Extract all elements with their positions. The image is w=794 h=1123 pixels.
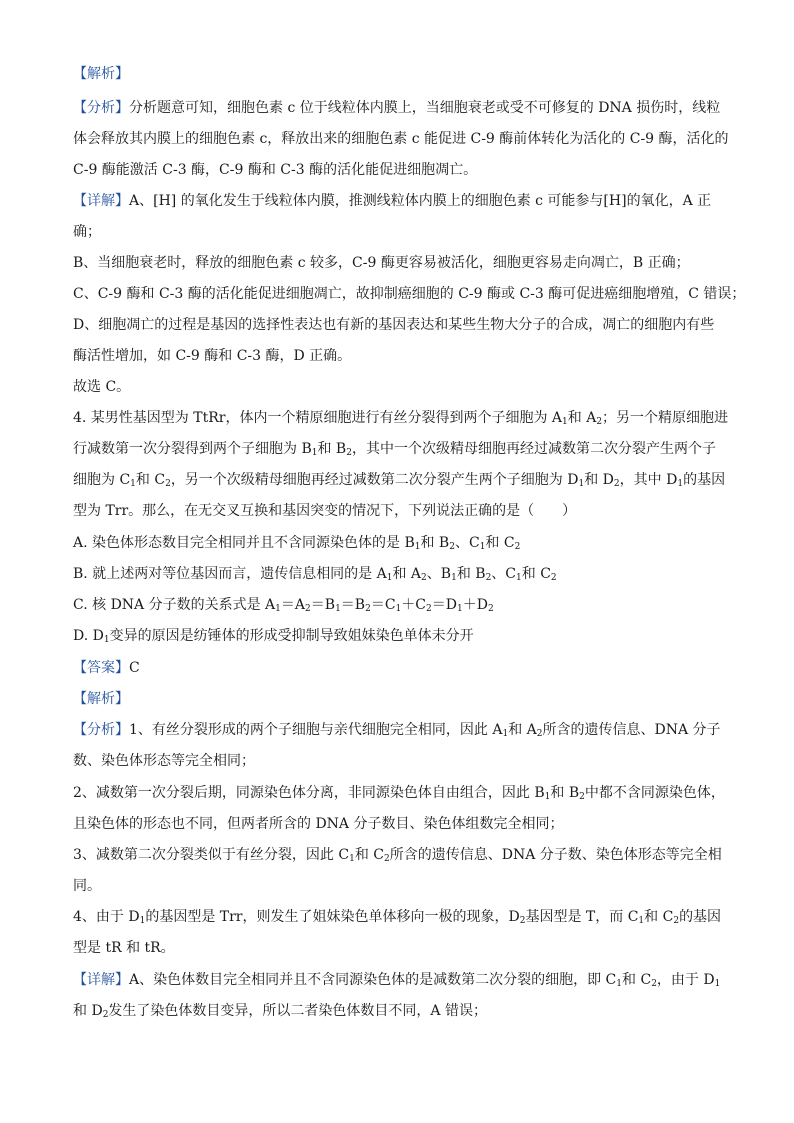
question-stem-line: 行减数第一次分裂得到两个子细胞为 $B_1$和 $B_2$，其中一个次级精母细胞再经过减数第二次分裂产生两个子	[73, 441, 716, 458]
text-line: 体会释放其内膜上的细胞色素 c，释放出来的细胞色素 c 能促进 C-9 酶前体转化为活化的 C-9 酶，活化的	[73, 131, 729, 147]
text-line: 和 $D_2$发生了染色体数目变异，所以二者染色体数目不同，A 错误；	[73, 1003, 487, 1020]
question-stem-line: 型为 Trr。那么，在无交叉互换和基因突变的情况下，下列说法正确的是（ ）	[73, 503, 577, 519]
analysis-label: 【分析】	[73, 722, 129, 738]
text-line: B、当细胞衰老时，释放的细胞色素 c 较多，C-9 酶更容易被活化，细胞更容易走向凋亡，B 正确；	[73, 255, 690, 271]
text-line: 酶活性增加，如 C-9 酶和 C-3 酶，D 正确。	[73, 348, 352, 364]
analysis-heading: 【解析】	[73, 66, 129, 82]
analysis-label: 【分析】	[73, 100, 129, 116]
question-stem-line: 细胞为 $C_1$和 $C_2$，另一个次级精母细胞再经过减数第二次分裂产生两个子细胞为 $D_1$和 $D_2$，其中 $D_1$的基因	[73, 472, 726, 489]
option-b: B. 就上述两对等位基因而言，遗传信息相同的是 $A_1$和 $A_2$、$B_1$和 $B_2$、$C_1$和 $C_2$	[73, 566, 557, 583]
conclusion-line: 故选 C。	[73, 379, 131, 395]
text-line: 3、减数第二次分裂类似于有丝分裂，因此 $C_1$和 $C_2$所含的遗传信息、DNA 分子数、染色体形态等完全相	[73, 847, 722, 864]
text-line: 同。	[73, 878, 101, 894]
text-line: C、C-9 酶和 C-3 酶的活化能促进细胞凋亡，故抑制癌细胞的 C-9 酶或 C-3 酶可促进癌细胞增殖，C 错误；	[73, 286, 746, 302]
analysis-paragraph: 【分析】分析题意可知，细胞色素 c 位于线粒体内膜上，当细胞衰老或受不可修复的 DNA 损伤时，线粒	[73, 100, 721, 116]
analysis-heading: 【解析】	[73, 691, 129, 707]
answer-line	[73, 658, 140, 678]
text-line: 型是 tR 和 tR。	[73, 940, 175, 956]
text-line: 确；	[73, 224, 101, 240]
option-c: C. 核 DNA 分子数的关系式是 $A_1=A_2=B_1=B_2=C_1+C_2=D_1+D_2$	[73, 597, 494, 614]
answer-value: C	[129, 660, 140, 676]
text-line: 2、减数第一次分裂后期，同源染色体分离，非同源染色体自由组合，因此 $B_1$和 $B_2$中都不含同源染色体，	[73, 785, 725, 802]
text-line: 数、染色体形态等完全相同；	[73, 753, 255, 769]
text-line: C-9 酶能激活 C-3 酶，C-9 酶和 C-3 酶的活化能促进细胞凋亡。	[73, 162, 478, 178]
question-stem-line: 4. 某男性基因型为 TtRr，体内一个精原细胞进行有丝分裂得到两个子细胞为 $A_1$和 $A_2$；另一个精原细胞进	[73, 410, 729, 427]
option-a: A. 染色体形态数目完全相同并且不含同源染色体的是 $B_1$和 $B_2$、$C_1$和 $C_2$	[73, 535, 521, 552]
detail-label: 【详解】	[73, 193, 129, 209]
text-line: 4、由于 $D_1$的基因型是 Trr，则发生了姐妹染色单体移向一极的现象，$D_2$基因型是 T，而 $C_1$和 $C_2$的基因	[73, 909, 722, 926]
detail-label: 【详解】	[73, 972, 129, 988]
option-d: D. $D_1$变异的原因是纺锤体的形成受抑制导致姐妹染色单体未分开	[73, 628, 474, 645]
analysis-paragraph: 【分析】1、有丝分裂形成的两个子细胞与亲代细胞完全相同，因此 $A_1$和 $A_2$所含的遗传信息、DNA 分子	[73, 722, 721, 739]
detail-paragraph: 【详解】A、染色体数目完全相同并且不含同源染色体的是减数第二次分裂的细胞，即 $C_1$和 $C_2$，由于 $D_1$	[73, 972, 721, 989]
text-line: D、细胞凋亡的过程是基因的选择性表达也有新的基因表达和某些生物大分子的合成，凋亡的细胞内有些	[73, 317, 715, 333]
detail-paragraph: 【详解】A、[H] 的氧化发生于线粒体内膜，推测线粒体内膜上的细胞色素 c 可能参与[H]的氧化，A 正	[73, 193, 712, 209]
text-line: 且染色体的形态也不同，但两者所含的 DNA 分子数目、染色体组数完全相同；	[73, 816, 564, 832]
answer-label: 【答案】	[73, 660, 129, 676]
